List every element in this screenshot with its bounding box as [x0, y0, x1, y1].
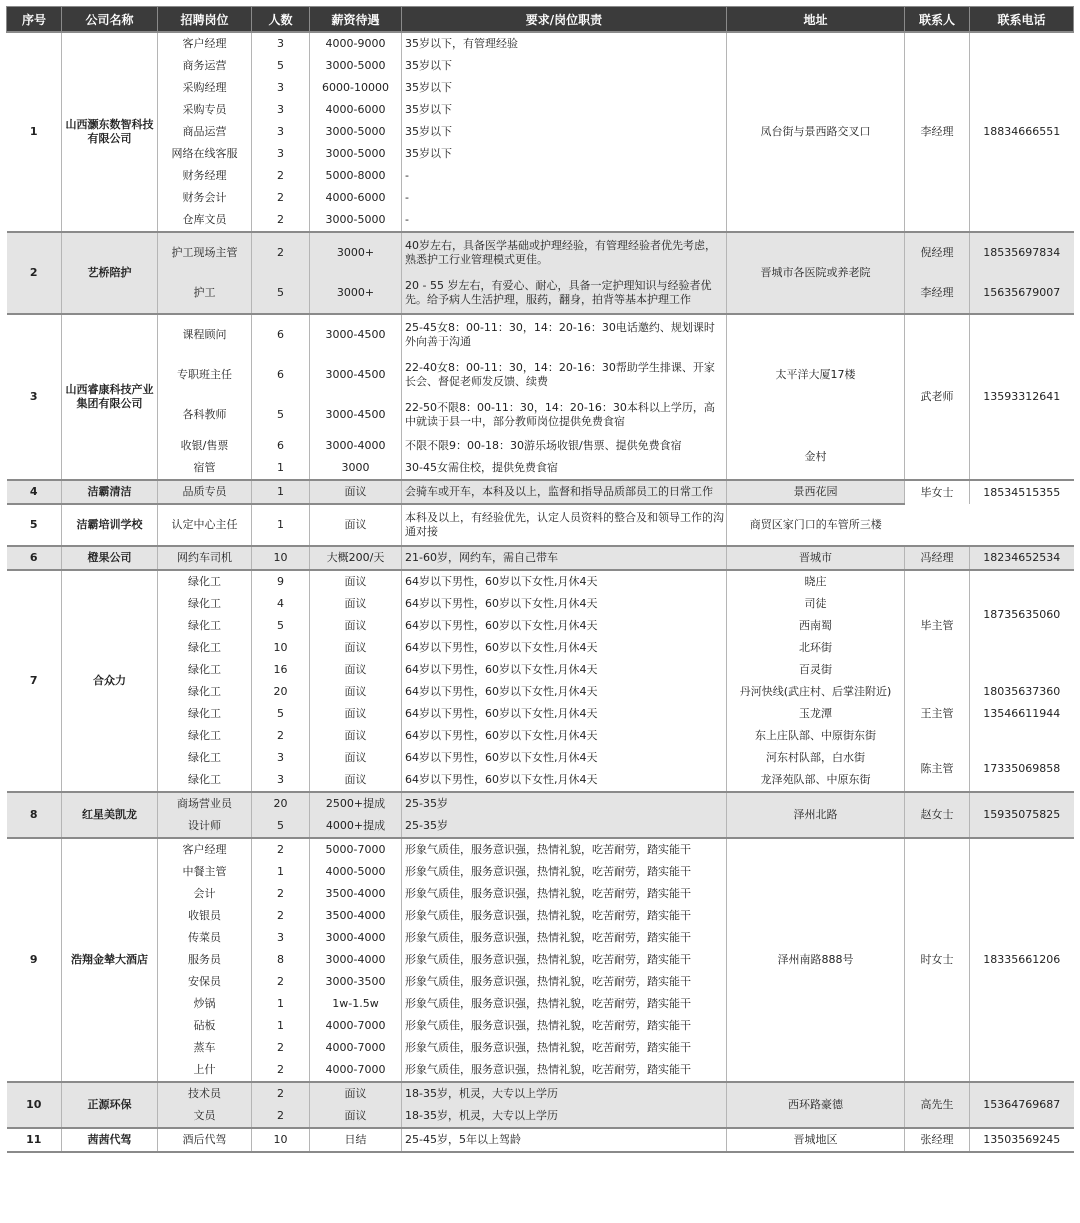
- contact-phone: 17335069858: [970, 747, 1074, 792]
- company-name: 红星美凯龙: [62, 792, 158, 838]
- job-salary: 1w-1.5w: [310, 993, 402, 1015]
- job-requirements: 本科及以上，有经验优先，认定人员资料的整合及和领导工作的沟通对接: [402, 504, 727, 546]
- job-title: 各科教师: [158, 395, 252, 435]
- contact-person: 王主管: [905, 681, 970, 747]
- job-requirements: 形象气质佳，服务意识强，热情礼貌，吃苦耐劳，踏实能干: [402, 971, 727, 993]
- job-title: 财务会计: [158, 187, 252, 209]
- job-requirements: 35岁以下: [402, 55, 727, 77]
- job-count: 6: [252, 435, 310, 457]
- job-title: 绿化工: [158, 615, 252, 637]
- contact-phone-empty: [970, 659, 1074, 681]
- company-address: 泽州北路: [727, 792, 905, 838]
- job-count: 10: [252, 546, 310, 570]
- job-title: 技术员: [158, 1082, 252, 1105]
- job-salary: 3000+: [310, 273, 402, 314]
- contact-person: 毕女士: [905, 480, 970, 504]
- contact-phone: 18335661206: [970, 838, 1074, 1082]
- job-title: 仓库文员: [158, 209, 252, 232]
- company-group: [7, 32, 1074, 232]
- job-title: 采购经理: [158, 77, 252, 99]
- job-salary: 面议: [310, 637, 402, 659]
- job-salary: 4000-7000: [310, 1059, 402, 1082]
- company-address: 西南蜀: [727, 615, 905, 637]
- table-row: [7, 570, 1074, 593]
- table-row: [7, 273, 1074, 314]
- job-count: 1: [252, 504, 310, 546]
- job-salary: 面议: [310, 725, 402, 747]
- job-count: 2: [252, 1059, 310, 1082]
- job-count: 3: [252, 77, 310, 99]
- job-salary: 面议: [310, 480, 402, 504]
- job-salary: 3000-5000: [310, 143, 402, 165]
- job-count: 1: [252, 993, 310, 1015]
- job-count: 3: [252, 99, 310, 121]
- company-address: 河东村队部，白水街: [727, 747, 905, 769]
- job-salary: 4000-7000: [310, 1037, 402, 1059]
- job-title: 砧板: [158, 1015, 252, 1037]
- job-requirements: 64岁以下男性，60岁以下女性,月休4天: [402, 769, 727, 792]
- job-requirements: 形象气质佳，服务意识强，热情礼貌，吃苦耐劳，踏实能干: [402, 861, 727, 883]
- job-count: 5: [252, 273, 310, 314]
- job-count: 2: [252, 232, 310, 273]
- job-salary: 面议: [310, 703, 402, 725]
- table-header: [7, 7, 1074, 33]
- table-row: [7, 1128, 1074, 1152]
- job-salary: 5000-7000: [310, 838, 402, 861]
- company-index: 11: [7, 1128, 62, 1152]
- company-group: [7, 838, 1074, 1082]
- job-salary: 面议: [310, 1105, 402, 1128]
- table-row: [7, 1082, 1074, 1105]
- company-address: 太平洋大厦17楼: [727, 314, 905, 435]
- job-count: 9: [252, 570, 310, 593]
- job-salary: 3000-5000: [310, 121, 402, 143]
- company-index: 5: [7, 504, 62, 546]
- job-salary: 3000-4500: [310, 314, 402, 355]
- job-title: 课程顾问: [158, 314, 252, 355]
- job-title: 文员: [158, 1105, 252, 1128]
- job-count: 1: [252, 480, 310, 504]
- job-count: 5: [252, 703, 310, 725]
- company-address: 司徒: [727, 593, 905, 615]
- job-title: 财务经理: [158, 165, 252, 187]
- job-salary: 3000+: [310, 232, 402, 273]
- company-address: 晋城市: [727, 546, 905, 570]
- job-salary: 4000-9000: [310, 32, 402, 55]
- job-salary: 3000-4000: [310, 949, 402, 971]
- job-salary: 3000-4000: [310, 927, 402, 949]
- job-salary: 3500-4000: [310, 883, 402, 905]
- contact-person: 倪经理: [905, 232, 970, 273]
- job-salary: 面议: [310, 769, 402, 792]
- job-salary: 3000-4500: [310, 395, 402, 435]
- job-salary: 4000+提成: [310, 815, 402, 838]
- job-title: 绿化工: [158, 681, 252, 703]
- company-name: 合众力: [62, 570, 158, 792]
- company-address: 丹河快线(武庄村、后掌洼附近): [727, 681, 905, 703]
- job-requirements: 35岁以下，有管理经验: [402, 32, 727, 55]
- job-count: 3: [252, 927, 310, 949]
- job-title: 品质专员: [158, 480, 252, 504]
- contact-person: 李经理: [905, 273, 970, 314]
- contact-person: 张经理: [905, 1128, 970, 1152]
- table-row: [7, 546, 1074, 570]
- job-requirements: 64岁以下男性，60岁以下女性,月休4天: [402, 747, 727, 769]
- job-requirements: 形象气质佳，服务意识强，热情礼貌，吃苦耐劳，踏实能干: [402, 838, 727, 861]
- company-group: [7, 792, 1074, 838]
- job-title: 宿管: [158, 457, 252, 480]
- job-salary: 日结: [310, 1128, 402, 1152]
- job-requirements: 18-35岁，机灵，大专以上学历: [402, 1082, 727, 1105]
- company-group: [7, 504, 1074, 546]
- contact-phone: 18234652534: [970, 546, 1074, 570]
- job-title: 商务运营: [158, 55, 252, 77]
- company-name: 洁霸清洁: [62, 480, 158, 504]
- job-title: 蒸车: [158, 1037, 252, 1059]
- company-address: 凤台街与景西路交叉口: [727, 32, 905, 232]
- contact-person: 赵女士: [905, 792, 970, 838]
- table-row: [7, 792, 1074, 815]
- job-salary: 面议: [310, 1082, 402, 1105]
- header-phone: 联系电话: [970, 7, 1074, 33]
- contact-phone: 13503569245: [970, 1128, 1074, 1152]
- table-row: [7, 32, 1074, 55]
- job-salary: 3000-4000: [310, 435, 402, 457]
- company-address: 北环街: [727, 637, 905, 659]
- contact-phone: 15364769687: [970, 1082, 1074, 1128]
- job-count: 2: [252, 1082, 310, 1105]
- job-requirements: 35岁以下: [402, 121, 727, 143]
- job-requirements: 形象气质佳，服务意识强，热情礼貌，吃苦耐劳，踏实能干: [402, 1037, 727, 1059]
- company-index: 9: [7, 838, 62, 1082]
- company-index: 2: [7, 232, 62, 314]
- table-row: [7, 480, 1074, 504]
- job-requirements: 22-40女8：00-11：30，14：20-16：30帮助学生排课、开家长会、督促老师发反馈、续费: [402, 355, 727, 395]
- job-count: 6: [252, 355, 310, 395]
- job-count: 20: [252, 681, 310, 703]
- company-group: [7, 314, 1074, 480]
- job-requirements: 64岁以下男性，60岁以下女性,月休4天: [402, 615, 727, 637]
- job-title: 绿化工: [158, 703, 252, 725]
- company-name: 山西灏东数智科技有限公司: [62, 32, 158, 232]
- job-count: 20: [252, 792, 310, 815]
- job-salary: 5000-8000: [310, 165, 402, 187]
- job-title: 客户经理: [158, 838, 252, 861]
- job-salary: 6000-10000: [310, 77, 402, 99]
- job-count: 5: [252, 55, 310, 77]
- job-count: 2: [252, 1105, 310, 1128]
- company-group: [7, 570, 1074, 792]
- job-title: 绿化工: [158, 725, 252, 747]
- job-count: 10: [252, 1128, 310, 1152]
- job-title: 收银/售票: [158, 435, 252, 457]
- job-count: 3: [252, 769, 310, 792]
- job-salary: 面议: [310, 659, 402, 681]
- header-contact: 联系人: [905, 7, 970, 33]
- job-count: 2: [252, 971, 310, 993]
- company-name: 橙果公司: [62, 546, 158, 570]
- job-count: 3: [252, 32, 310, 55]
- job-count: 4: [252, 593, 310, 615]
- job-salary: 4000-6000: [310, 99, 402, 121]
- job-requirements: 25-35岁: [402, 792, 727, 815]
- job-salary: 面议: [310, 570, 402, 593]
- job-salary: 4000-6000: [310, 187, 402, 209]
- job-title: 护工现场主管: [158, 232, 252, 273]
- company-index: 1: [7, 32, 62, 232]
- job-count: 1: [252, 457, 310, 480]
- table-row: [7, 504, 1074, 546]
- job-title: 护工: [158, 273, 252, 314]
- job-title: 炒锅: [158, 993, 252, 1015]
- job-requirements: 会骑车或开车，本科及以上，监督和指导品质部员工的日常工作: [402, 480, 727, 504]
- job-listing-table: [6, 6, 1074, 1153]
- job-requirements: -: [402, 209, 727, 232]
- company-name: 正源环保: [62, 1082, 158, 1128]
- job-requirements: 64岁以下男性，60岁以下女性,月休4天: [402, 725, 727, 747]
- contact-phone: 15635679007: [970, 273, 1074, 314]
- job-requirements: 25-45女8：00-11：30，14：20-16：30电话邀约、规划课时 外向善于沟通: [402, 314, 727, 355]
- job-count: 2: [252, 883, 310, 905]
- job-count: 5: [252, 395, 310, 435]
- company-name: 山西睿康科技产业集团有限公司: [62, 314, 158, 480]
- contact-person: 时女士: [905, 838, 970, 1082]
- job-salary: 3000: [310, 457, 402, 480]
- contact-phone: 18735635060: [970, 570, 1074, 659]
- job-count: 10: [252, 637, 310, 659]
- job-requirements: 35岁以下: [402, 143, 727, 165]
- job-title: 绿化工: [158, 769, 252, 792]
- contact-phone-empty: [970, 725, 1074, 747]
- job-requirements: 25-35岁: [402, 815, 727, 838]
- job-title: 绿化工: [158, 570, 252, 593]
- job-requirements: 64岁以下男性，60岁以下女性,月休4天: [402, 659, 727, 681]
- job-requirements: 形象气质佳，服务意识强，热情礼貌，吃苦耐劳，踏实能干: [402, 993, 727, 1015]
- job-title: 客户经理: [158, 32, 252, 55]
- job-count: 16: [252, 659, 310, 681]
- company-group: [7, 546, 1074, 570]
- contact-phone: 18834666551: [970, 32, 1074, 232]
- job-salary: 4000-7000: [310, 1015, 402, 1037]
- job-title: 认定中心主任: [158, 504, 252, 546]
- job-requirements: 40岁左右，具备医学基础或护理经验，有管理经验者优先考虑，熟悉护工行业管理模式更佳。: [402, 232, 727, 273]
- company-index: 10: [7, 1082, 62, 1128]
- job-count: 2: [252, 187, 310, 209]
- header-company: 公司名称: [62, 7, 158, 33]
- job-title: 上什: [158, 1059, 252, 1082]
- job-salary: 面议: [310, 615, 402, 637]
- job-title: 酒后代驾: [158, 1128, 252, 1152]
- job-count: 5: [252, 815, 310, 838]
- job-salary: 2500+提成: [310, 792, 402, 815]
- header-count: 人数: [252, 7, 310, 33]
- job-title: 专职班主任: [158, 355, 252, 395]
- job-title: 商品运营: [158, 121, 252, 143]
- contact-person: 冯经理: [905, 546, 970, 570]
- company-address: 泽州南路888号: [727, 838, 905, 1082]
- contact-phone: 13593312641: [970, 314, 1074, 480]
- company-address: 东上庄队部、中原街东街: [727, 725, 905, 747]
- job-title: 绿化工: [158, 659, 252, 681]
- table-row: [7, 232, 1074, 273]
- header-position: 招聘岗位: [158, 7, 252, 33]
- job-salary: 面议: [310, 681, 402, 703]
- job-requirements: 64岁以下男性，60岁以下女性,月休4天: [402, 637, 727, 659]
- contact-person: 武老师: [905, 314, 970, 480]
- job-requirements: 21-60岁，网约车，需自己带车: [402, 546, 727, 570]
- contact-phone: 18035637360: [970, 681, 1074, 703]
- header-address: 地址: [727, 7, 905, 33]
- job-requirements: 形象气质佳，服务意识强，热情礼貌，吃苦耐劳，踏实能干: [402, 883, 727, 905]
- job-requirements: 64岁以下男性，60岁以下女性,月休4天: [402, 593, 727, 615]
- job-requirements: 不限不限9：00-18：30游乐场收银/售票、提供免费食宿: [402, 435, 727, 457]
- table-row: [7, 681, 1074, 703]
- job-title: 收银员: [158, 905, 252, 927]
- job-requirements: 形象气质佳，服务意识强，热情礼貌，吃苦耐劳，踏实能干: [402, 1059, 727, 1082]
- header-row: [7, 7, 1074, 33]
- company-index: 6: [7, 546, 62, 570]
- company-address: 西环路豪德: [727, 1082, 905, 1128]
- job-requirements: 形象气质佳，服务意识强，热情礼貌，吃苦耐劳，踏实能干: [402, 927, 727, 949]
- job-count: 3: [252, 121, 310, 143]
- company-group: [7, 1128, 1074, 1152]
- company-index: 7: [7, 570, 62, 792]
- company-name: 艺桥陪护: [62, 232, 158, 314]
- job-count: 1: [252, 861, 310, 883]
- job-title: 网络在线客服: [158, 143, 252, 165]
- contact-phone: 13546611944: [970, 703, 1074, 725]
- job-title: 绿化工: [158, 593, 252, 615]
- company-name: 茜茜代驾: [62, 1128, 158, 1152]
- job-count: 2: [252, 1037, 310, 1059]
- job-title: 网约车司机: [158, 546, 252, 570]
- contact-person: 陈主管: [905, 747, 970, 792]
- job-count: 8: [252, 949, 310, 971]
- company-address: 玉龙潭: [727, 703, 905, 725]
- job-requirements: 35岁以下: [402, 99, 727, 121]
- company-address: 景西花园: [727, 480, 905, 504]
- job-count: 3: [252, 143, 310, 165]
- company-index: 8: [7, 792, 62, 838]
- job-count: 2: [252, 725, 310, 747]
- table-row: [7, 838, 1074, 861]
- job-title: 中餐主管: [158, 861, 252, 883]
- contact-person: 毕主管: [905, 570, 970, 681]
- job-salary: 3500-4000: [310, 905, 402, 927]
- table-row: [7, 747, 1074, 769]
- job-count: 5: [252, 615, 310, 637]
- job-title: 绿化工: [158, 747, 252, 769]
- contact-person: 李经理: [905, 32, 970, 232]
- company-group: [7, 1082, 1074, 1128]
- job-count: 3: [252, 747, 310, 769]
- job-requirements: 形象气质佳，服务意识强，热情礼貌，吃苦耐劳，踏实能干: [402, 949, 727, 971]
- job-requirements: 64岁以下男性，60岁以下女性,月休4天: [402, 703, 727, 725]
- contact-phone: 18534515355: [970, 480, 1074, 504]
- contact-phone: 15935075825: [970, 792, 1074, 838]
- job-title: 服务员: [158, 949, 252, 971]
- header-salary: 薪资待遇: [310, 7, 402, 33]
- table-row: [7, 314, 1074, 355]
- job-requirements: 35岁以下: [402, 77, 727, 99]
- job-salary: 3000-4500: [310, 355, 402, 395]
- company-address: 百灵街: [727, 659, 905, 681]
- job-requirements: 64岁以下男性，60岁以下女性,月休4天: [402, 570, 727, 593]
- job-requirements: -: [402, 165, 727, 187]
- company-group: [7, 480, 1074, 504]
- job-salary: 面议: [310, 504, 402, 546]
- job-requirements: 形象气质佳，服务意识强，热情礼貌，吃苦耐劳，踏实能干: [402, 905, 727, 927]
- job-requirements: 18-35岁，机灵，大专以上学历: [402, 1105, 727, 1128]
- job-title: 商场营业员: [158, 792, 252, 815]
- job-salary: 面议: [310, 593, 402, 615]
- job-count: 6: [252, 314, 310, 355]
- header-index: 序号: [7, 7, 62, 33]
- company-index: 3: [7, 314, 62, 480]
- contact-person: 高先生: [905, 1082, 970, 1128]
- company-address: 晓庄: [727, 570, 905, 593]
- job-title: 采购专员: [158, 99, 252, 121]
- job-salary: 3000-5000: [310, 209, 402, 232]
- job-title: 传菜员: [158, 927, 252, 949]
- job-salary: 面议: [310, 747, 402, 769]
- job-count: 2: [252, 838, 310, 861]
- company-name: 洁霸培训学校: [62, 504, 158, 546]
- job-title: 设计师: [158, 815, 252, 838]
- job-title: 绿化工: [158, 637, 252, 659]
- job-salary: 3000-5000: [310, 55, 402, 77]
- job-title: 会计: [158, 883, 252, 905]
- job-count: 2: [252, 209, 310, 232]
- job-requirements: 30-45女需住校，提供免费食宿: [402, 457, 727, 480]
- contact-phone: 18535697834: [970, 232, 1074, 273]
- job-requirements: 22-50不限8：00-11：30，14：20-16：30本科以上学历，高中就读于县一中，部分教师岗位提供免费食宿: [402, 395, 727, 435]
- job-requirements: 64岁以下男性，60岁以下女性,月休4天: [402, 681, 727, 703]
- job-requirements: 形象气质佳，服务意识强，热情礼貌，吃苦耐劳，踏实能干: [402, 1015, 727, 1037]
- company-address: 龙泽苑队部、中原东街: [727, 769, 905, 792]
- job-salary: 3000-3500: [310, 971, 402, 993]
- company-name: 浩翔金辇大酒店: [62, 838, 158, 1082]
- job-count: 2: [252, 165, 310, 187]
- company-index: 4: [7, 480, 62, 504]
- header-requirements: 要求/岗位职责: [402, 7, 727, 33]
- job-count: 1: [252, 1015, 310, 1037]
- job-count: 2: [252, 905, 310, 927]
- company-group: [7, 232, 1074, 314]
- job-salary: 大概200/天: [310, 546, 402, 570]
- job-requirements: 25-45岁，5年以上驾龄: [402, 1128, 727, 1152]
- job-salary: 4000-5000: [310, 861, 402, 883]
- company-address: 商贸区家门口的车管所三楼: [727, 504, 905, 546]
- job-requirements: -: [402, 187, 727, 209]
- company-address: 晋城地区: [727, 1128, 905, 1152]
- company-address: 晋城市各医院或养老院: [727, 232, 905, 314]
- job-requirements: 20 - 55 岁左右，有爱心、耐心，具备一定护理知识与经验者优先。给予病人生活护理，服药，翻身，拍背等基本护理工作: [402, 273, 727, 314]
- company-address: 金村: [727, 435, 905, 480]
- job-title: 安保员: [158, 971, 252, 993]
